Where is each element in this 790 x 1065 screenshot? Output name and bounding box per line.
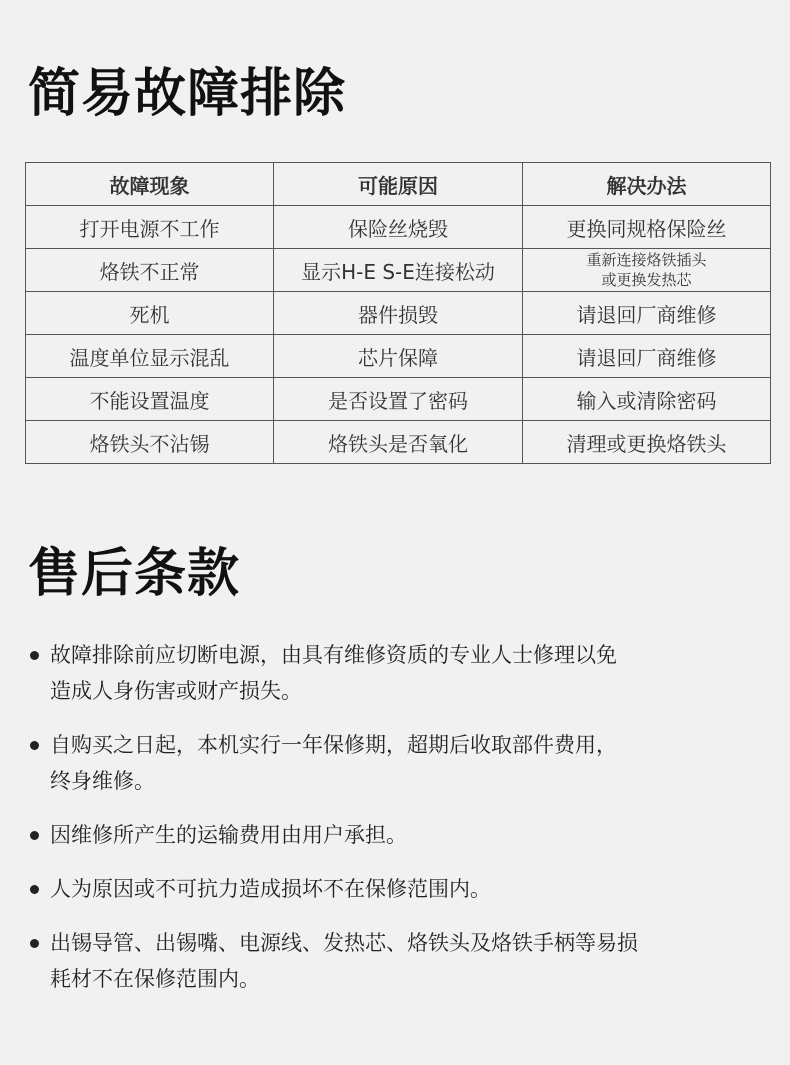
symptom-cell: 烙铁头不沾锡 [26, 421, 274, 464]
symptom-cell: 温度单位显示混乱 [26, 335, 274, 378]
cause-cell: 芯片保障 [274, 335, 523, 378]
cause-cell: 器件损毁 [274, 292, 523, 335]
solution-cell [523, 249, 771, 292]
troubleshooting-title: 简易故障排除 [28, 64, 347, 124]
list-item [28, 817, 758, 853]
solution-cell: 请退回厂商维修 [523, 292, 771, 335]
header-symptom: 故障现象 [26, 163, 274, 206]
table-row [26, 335, 771, 378]
solution-line: 或更换发热芯 [601, 271, 692, 289]
bullet-icon [30, 885, 39, 894]
symptom-cell: 打开电源不工作 [26, 206, 274, 249]
symptom-cell: 不能设置温度 [26, 378, 274, 421]
header-solution: 解决办法 [523, 163, 771, 206]
list-item [28, 871, 758, 907]
after-sales-title: 售后条款 [28, 544, 241, 604]
solution-cell: 更换同规格保险丝 [523, 206, 771, 249]
solution-cell: 输入或清除密码 [523, 378, 771, 421]
list-item-line: 终身维修。 [50, 769, 155, 793]
after-sales-list [28, 637, 758, 1015]
list-item-line: 故障排除前应切断电源，由具有维修资质的专业人士修理以免 [50, 643, 617, 667]
list-item-line: 出锡导管、出锡嘴、电源线、发热芯、烙铁头及烙铁手柄等易损 [50, 931, 638, 955]
bullet-icon [30, 831, 39, 840]
bullet-icon [30, 651, 39, 660]
cause-cell: 是否设置了密码 [274, 378, 523, 421]
table-row [26, 249, 771, 292]
bullet-icon [30, 741, 39, 750]
cause-cell: 保险丝烧毁 [274, 206, 523, 249]
list-item [28, 727, 758, 799]
list-item-line: 造成人身伤害或财产损失。 [50, 679, 302, 703]
list-item [28, 637, 758, 709]
table-row [26, 421, 771, 464]
solution-cell: 请退回厂商维修 [523, 335, 771, 378]
bullet-icon [30, 939, 39, 948]
cause-cell: 烙铁头是否氧化 [274, 421, 523, 464]
list-item-line: 人为原因或不可抗力造成损坏不在保修范围内。 [50, 877, 491, 901]
symptom-cell: 死机 [26, 292, 274, 335]
list-item [28, 925, 758, 997]
solution-cell: 清理或更换烙铁头 [523, 421, 771, 464]
header-cause: 可能原因 [274, 163, 523, 206]
list-item-line: 自购买之日起，本机实行一年保修期，超期后收取部件费用， [50, 733, 617, 757]
symptom-cell: 烙铁不正常 [26, 249, 274, 292]
list-item-line: 耗材不在保修范围内。 [50, 967, 260, 991]
solution-line: 重新连接烙铁插头 [586, 251, 707, 269]
table-row [26, 292, 771, 335]
cause-cell: 显示H-E S-E连接松动 [274, 249, 523, 292]
table-row [26, 206, 771, 249]
troubleshooting-table [25, 162, 771, 464]
table-header-row [26, 163, 771, 206]
table-row [26, 378, 771, 421]
list-item-line: 因维修所产生的运输费用由用户承担。 [50, 823, 407, 847]
